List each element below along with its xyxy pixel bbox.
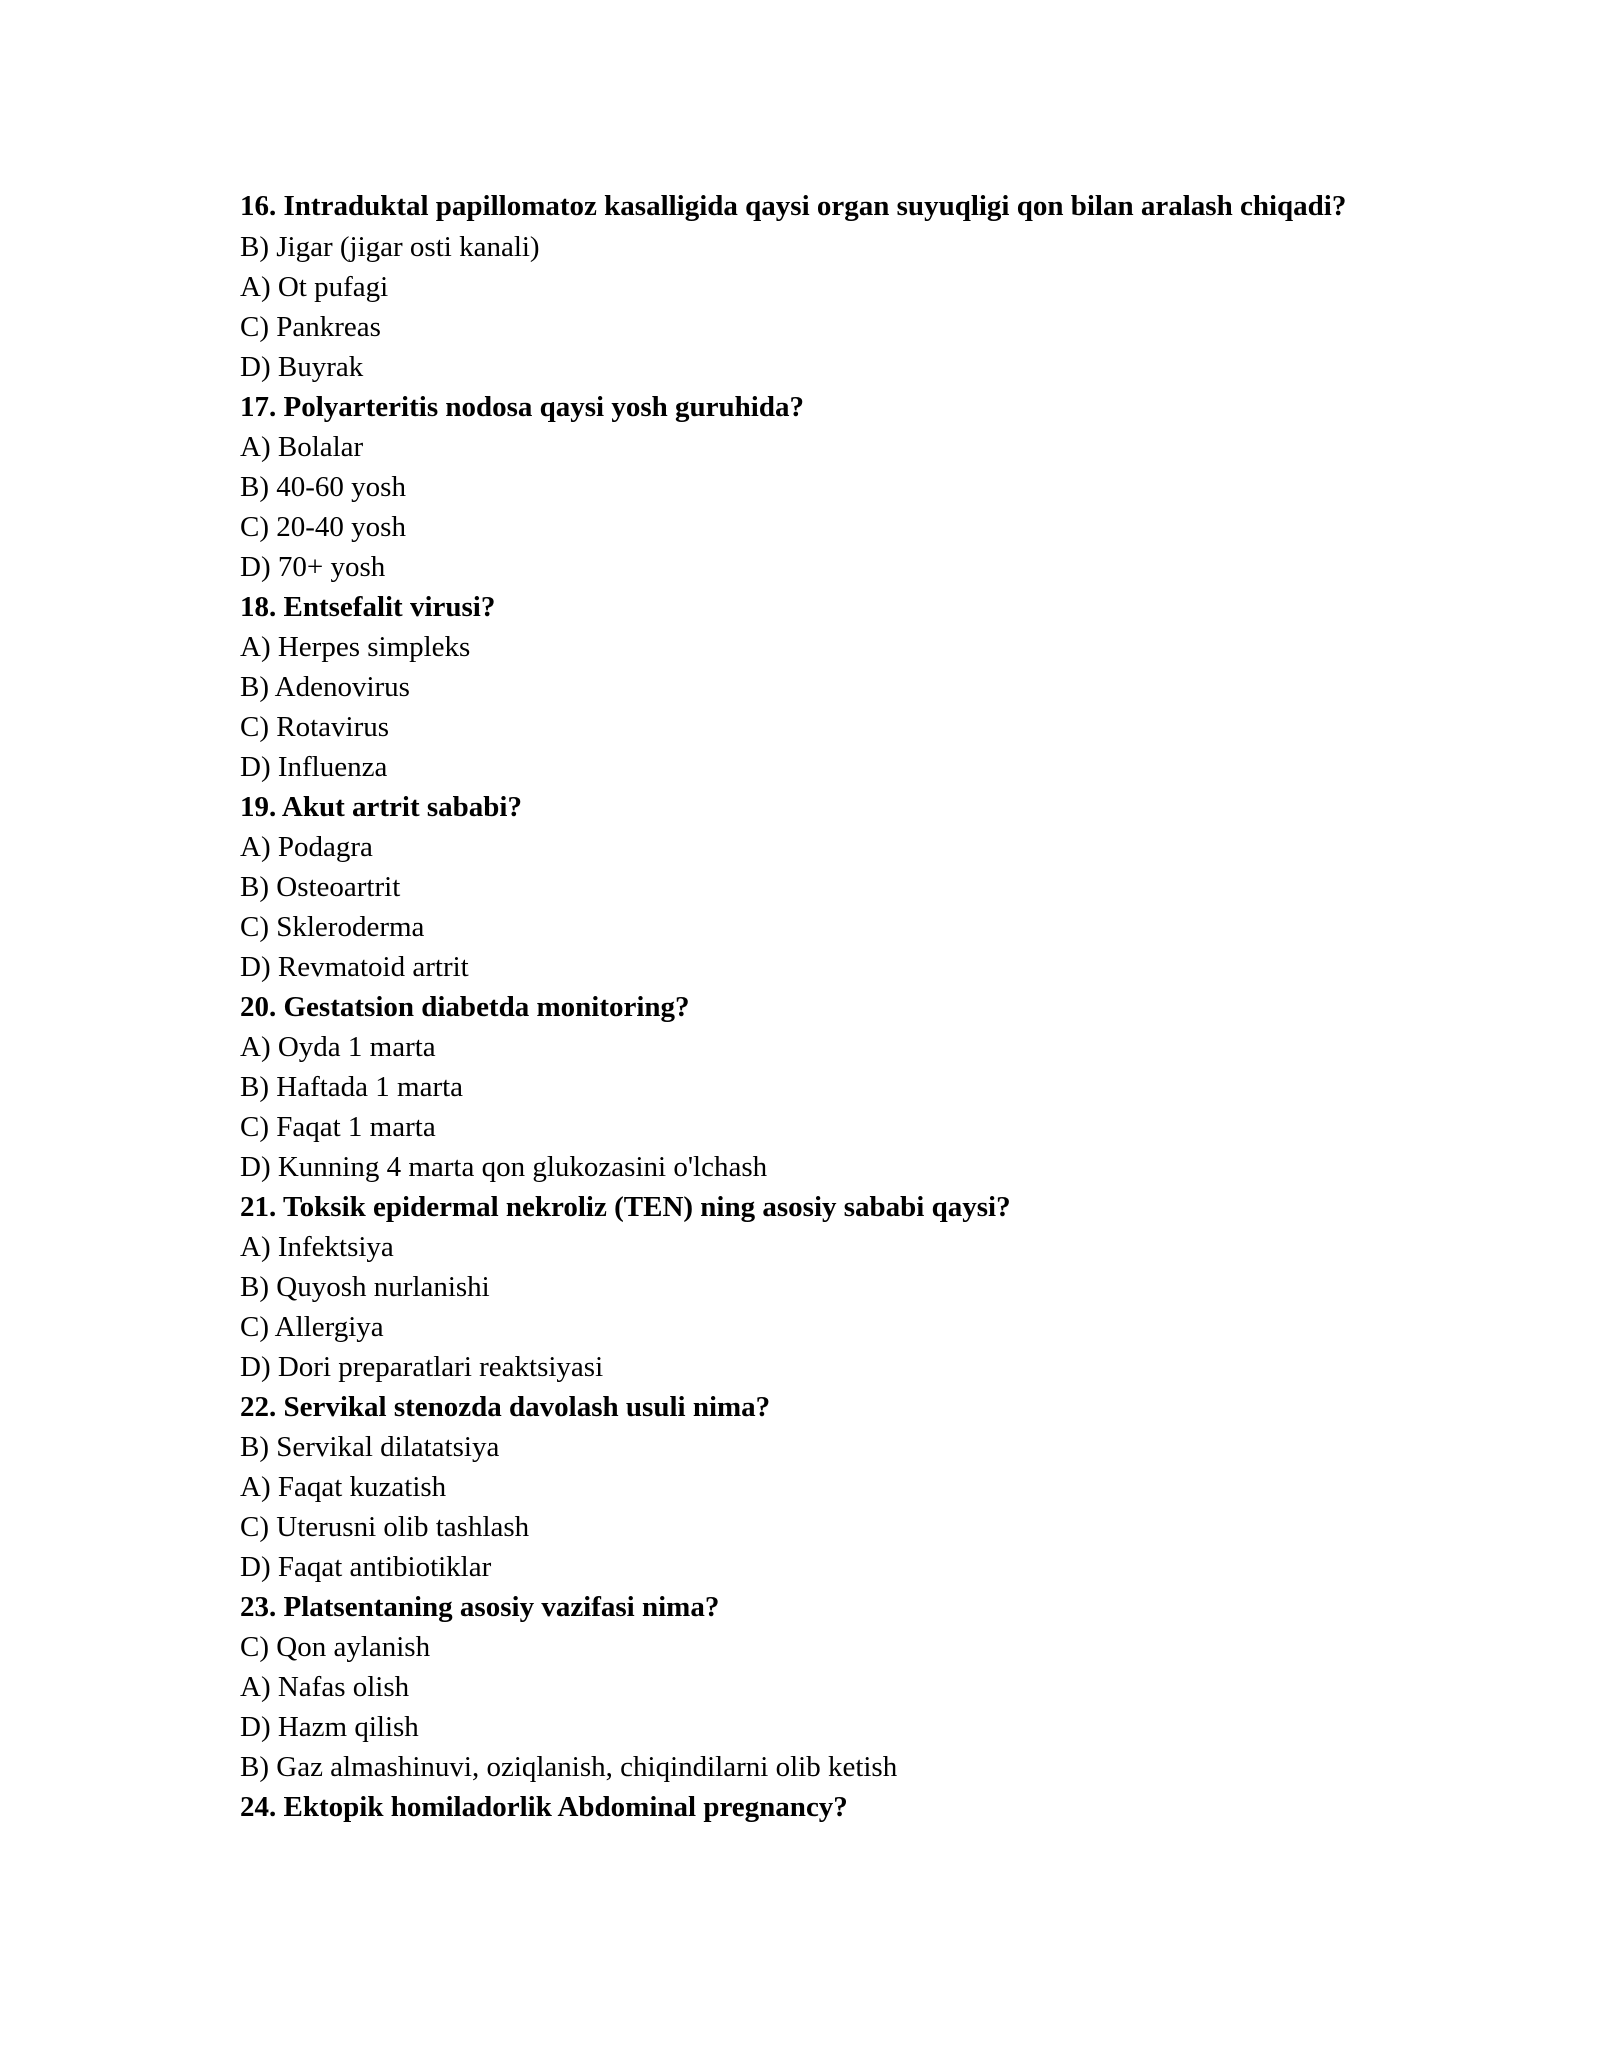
question-title: 23. Platsentaning asosiy vazifasi nima? [240,1591,720,1623]
answer-option: C) Pankreas [240,311,381,343]
answer-option: B) Haftada 1 marta [240,1071,464,1103]
question-title: 17. Polyarteritis nodosa qaysi yosh guruhida? [240,391,804,423]
answer-option: A) Herpes simpleks [240,631,471,663]
question-title: 20. Gestatsion diabetda monitoring? [240,991,690,1023]
answer-option: C) Allergiya [240,1311,384,1343]
answer-option: B) Servikal dilatatsiya [240,1431,500,1463]
question-title: 24. Ektopik homiladorlik Abdominal pregnancy? [240,1791,848,1823]
answer-option: D) Revmatoid artrit [240,951,469,983]
question-title: 19. Akut artrit sababi? [240,791,522,823]
question-21 [240,1187,1360,1387]
question-title: 16. Intraduktal papillomatoz kasalligida qaysi organ suyuqligi qon bilan aralash chiqadi? [240,190,1347,222]
answer-option: C) Uterusni olib tashlash [240,1511,530,1543]
answer-option: C) Qon aylanish [240,1631,431,1663]
answer-option: A) Ot pufagi [240,271,389,303]
answer-option: B) 40-60 yosh [240,471,406,503]
question-19 [240,787,1360,987]
question-24 [240,1787,1360,1827]
answer-option: D) Influenza [240,751,388,783]
question-title: 18. Entsefalit virusi? [240,591,496,623]
answer-option: A) Faqat kuzatish [240,1471,447,1503]
answer-option: C) Skleroderma [240,911,425,943]
answer-option: C) Faqat 1 marta [240,1111,436,1143]
answer-option: D) Buyrak [240,351,364,383]
answer-option: A) Nafas olish [240,1671,410,1703]
question-16 [240,187,1360,387]
answer-option: D) Hazm qilish [240,1711,419,1743]
answer-option: B) Osteoartrit [240,871,401,903]
answer-option: C) Rotavirus [240,711,390,743]
answer-option: D) Kunning 4 marta qon glukozasini o'lchash [240,1151,768,1183]
question-22 [240,1387,1360,1587]
answer-option: A) Bolalar [240,431,364,463]
question-20 [240,987,1360,1187]
answer-option: A) Infektsiya [240,1231,394,1263]
answer-option: C) 20-40 yosh [240,511,406,543]
question-17 [240,387,1360,587]
answer-option: B) Jigar (jigar osti kanali) [240,231,540,263]
answer-option: D) Faqat antibiotiklar [240,1551,492,1583]
answer-option: B) Adenovirus [240,671,410,703]
document-page [240,187,1360,1827]
answer-option: D) Dori preparatlari reaktsiyasi [240,1351,604,1383]
answer-option: A) Oyda 1 marta [240,1031,436,1063]
question-title: 22. Servikal stenozda davolash usuli nima? [240,1391,771,1423]
answer-option: B) Gaz almashinuvi, oziqlanish, chiqindilarni olib ketish [240,1751,898,1783]
question-23 [240,1587,1360,1787]
answer-option: A) Podagra [240,831,373,863]
question-18 [240,587,1360,787]
answer-option: B) Quyosh nurlanishi [240,1271,490,1303]
answer-option: D) 70+ yosh [240,551,386,583]
question-title: 21. Toksik epidermal nekroliz (TEN) ning asosiy sababi qaysi? [240,1191,1011,1223]
